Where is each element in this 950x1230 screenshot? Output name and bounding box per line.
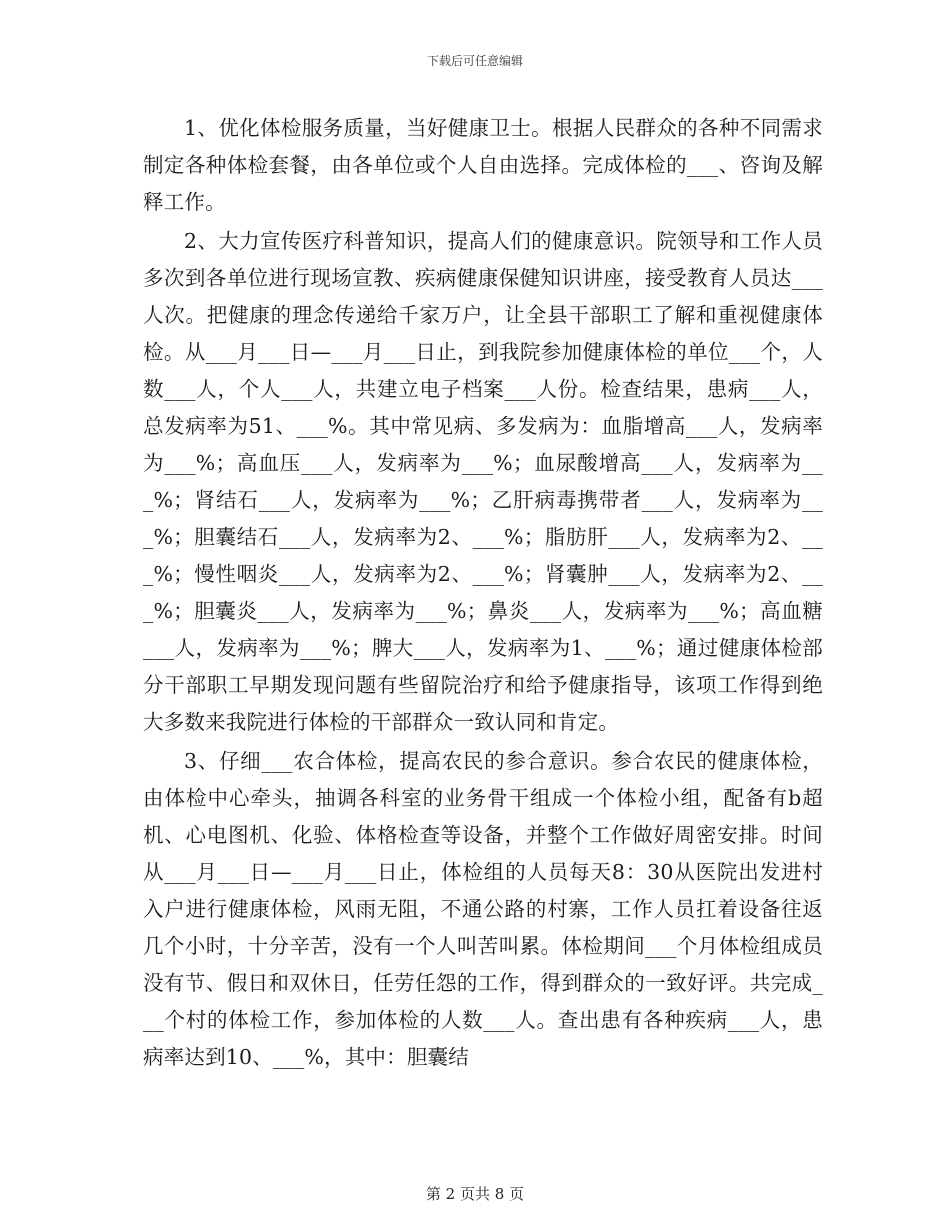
paragraph-1: 1、优化体检服务质量，当好健康卫士。根据人民群众的各种不同需求制定各种体检套餐，由各单位或个人自由选择。完成体检的___、咨询及解释工作。 (143, 116, 823, 214)
document-body (143, 110, 823, 1078)
paragraph-3: 3、仔细___农合体检，提高农民的参合意识。参合农民的健康体检，由体检中心牵头，抽调各科室的业务骨干组成一个体检小组，配备有b超机、心电图机、化验、体格检查等设备，并整个工作做好周密安排。时间从___月___日—___月___日止，体检组的人员每天8：30从医院出发进村入户进行健康体检，风雨无阻，不通公路的村寨，工作人员扛着设备往返几个小时，十分辛苦，没有一个人叫苦叫累。体检期间___个月体检组成员没有节、假日和双休日，任劳任怨的工作，得到群众的一致好评。共完成___个村的体检工作，参加体检的人数___人。查出患有各种疾病___人，患病率达到10、___%，其中：胆囊结 (143, 749, 823, 1069)
paragraph-2: 2、大力宣传医疗科普知识，提高人们的健康意识。院领导和工作人员多次到各单位进行现场宣教、疾病健康保健知识讲座，接受教育人员达___人次。把健康的理念传递给千家万户，让全县干部职工了解和重视健康体检。从___月___日—___月___日止，到我院参加健康体检的单位___个，人数___人，个人___人，共建立电子档案___人份。检查结果，患病___人，总发病率为51、___%。其中常见病、多发病为：血脂增高___人，发病率为___%；高血压___人，发病率为___%；血尿酸增高___人，发病率为___%；肾结石___人，发病率为___%；乙肝病毒携带者___人，发病率为___%；胆囊结石___人，发病率为2、___%；脂肪肝___人，发病率为2、___%；慢性咽炎___人，发病率为2、___%；肾囊肿___人，发病率为2、___%；胆囊炎___人，发病率为___%；鼻炎___人，发病率为___%；高血糖___人，发病率为___%；脾大___人，发病率为1、___%；通过健康体检部分干部职工早期发现问题有些留院治疗和给予健康指导，该项工作得到绝大多数来我院进行体检的干部群众一致认同和肯定。 (143, 229, 823, 734)
page-header: 下载后可任意编辑 (426, 54, 523, 68)
page-footer: 第 2 页共 8 页 (425, 1185, 525, 1203)
